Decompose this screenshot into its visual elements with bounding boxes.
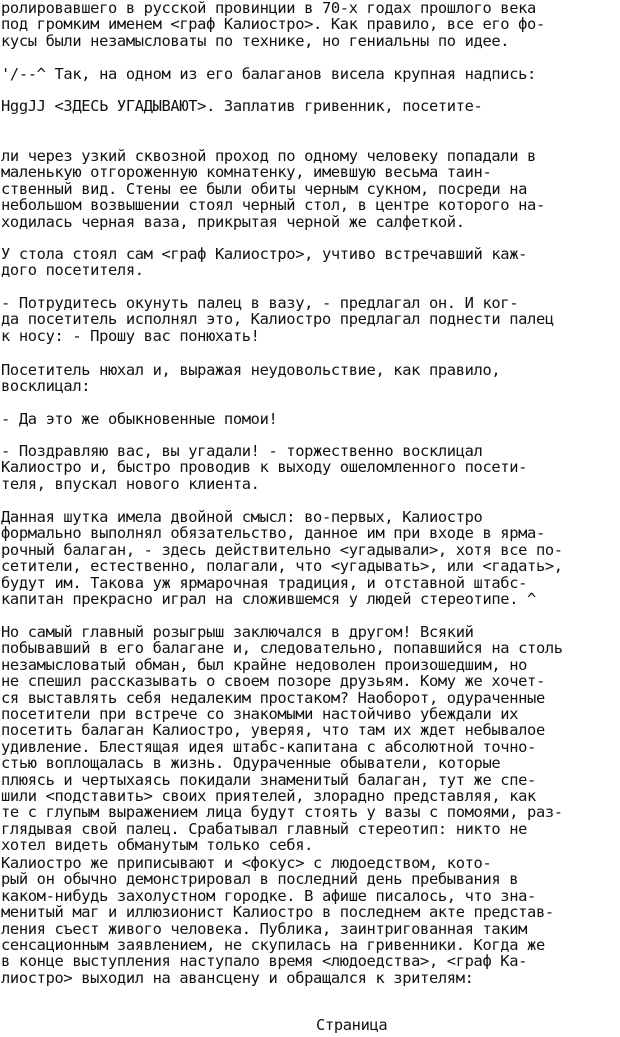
text-line: Данная шутка имела двойной смысл: во-первых, Калиостро	[1, 508, 483, 526]
text-line: менитый маг и иллюзионист Калиостро в последнем акте представ-	[1, 903, 554, 922]
text-line: У стола стоял сам <граф Калиостро>, учтиво встречавший каж-	[1, 245, 528, 263]
text-line: лиостро> выходил на авансцену и обращался к зрителям:	[1, 968, 474, 987]
text-line: посетить балаган Калиостро, уверяя, что там их ждет небывалое	[1, 721, 545, 740]
text-line: не спешил рассказывать о своем позоре друзьям. Кому же хочет-	[1, 672, 545, 691]
text-line: - Поздравляю вас, вы угадали! - торжественно восклицал	[1, 442, 483, 460]
text-line: рочный балаган, - здесь действительно <угадывали>, хотя все по-	[1, 540, 563, 559]
text-line: глядывая свой палец. Срабатывал главный стереотип: никто не	[1, 819, 528, 838]
text-line: Калиостро же приписывают и <фокус> с людоедством, кото-	[1, 854, 492, 872]
text-line: каком-нибудь захолустном городке. В афише писалось, что зна-	[1, 886, 536, 905]
text-line: ролировавшего в русской провинции в 70-х годах прошлого века	[1, 0, 536, 17]
paragraph	[1, 98, 482, 114]
paragraph	[1, 509, 563, 607]
text-line: ли через узкий сквозной проход по одному человеку попадали в	[1, 147, 536, 165]
text-line: ходилась черная ваза, прикрытая черной же салфеткой.	[1, 212, 465, 231]
text-line: рый он обычно демонстрировал в последний день пребывания в	[1, 870, 519, 889]
text-line: сетители, естественно, полагали, что <угадывать>, или <гадать>,	[1, 557, 563, 576]
paragraph	[1, 295, 554, 344]
text-line: восклицал:	[1, 377, 91, 396]
text-line: ственный вид. Стены ее были обиты черным сукном, посреди на	[1, 179, 528, 198]
paragraph	[1, 443, 527, 492]
paragraph	[1, 855, 554, 986]
text-line: маленькую отгороженную комнатенку, имевшую весьма таин-	[1, 163, 492, 182]
paragraph	[1, 411, 277, 427]
text-line: Калиостро и, быстро проводив к выходу ошеломленного посети-	[1, 458, 528, 477]
text-line: стью воплощалась в жизнь. Одураченные обыватели, которые	[1, 754, 501, 773]
text-line: - Потрудитесь окунуть палец в вазу, - предлагал он. И ког-	[1, 294, 519, 312]
text-line: хотел видеть обманутым только себя.	[1, 836, 314, 855]
text-line: посетители при встрече со знакомыми настойчиво убеждали их	[1, 705, 519, 724]
paragraph	[1, 66, 536, 82]
paragraph	[1, 148, 545, 230]
text-line: '/--^ Так, на одном из его балаганов висела крупная надпись:	[1, 65, 536, 83]
paragraph	[1, 624, 563, 854]
text-line: ления съест живого человека. Публика, заинтригованная таким	[1, 919, 528, 938]
text-line: теля, впускал нового клиента.	[1, 474, 260, 493]
text-line: Но самый главный розыгрыш заключался в другом! Всякий	[1, 623, 474, 641]
text-line: будут им. Такова уж ярмарочная традиция, и отставной штабс-	[1, 573, 528, 592]
text-line: Посетитель нюхал и, выражая неудовольствие, как правило,	[1, 361, 501, 379]
text-line: небольшом возвышении стоял черный стол, в центре которого на-	[1, 196, 545, 215]
text-line: дого посетителя.	[1, 261, 144, 280]
text-line: сенсационным заявлением, не скупилась на гривенники. Когда же	[1, 936, 545, 955]
paragraph	[1, 362, 500, 395]
text-line: капитан прекрасно играл на сложившемся у людей стереотипе. ^	[1, 590, 536, 609]
text-line: к носу: - Прошу вас понюхать!	[1, 326, 260, 345]
text-line: в конце выступления наступало время <людоедства>, <граф Ка-	[1, 952, 528, 971]
text-line: да посетитель исполнял это, Калиостро предлагал поднести палец	[1, 310, 554, 329]
text-line: те с глупым выражением лица будут стоять у вазы с помоями, раз-	[1, 803, 563, 822]
text-line: формально выполнял обязательство, данное им при входе в ярма-	[1, 524, 545, 543]
paragraph	[1, 0, 545, 49]
text-line: незамысловатый обман, был крайне недоволен произошедшим, но	[1, 655, 528, 674]
text-line: шили <подставить> своих приятелей, злорадно представляя, как	[1, 787, 536, 806]
text-line: - Да это же обыкновенные помои!	[1, 410, 278, 428]
text-line: удивление. Блестящая идея штабс-капитана с абсолютной точно-	[1, 737, 536, 756]
text-line: побывавший в его балагане и, следовательно, попавшийся на столь	[1, 639, 563, 658]
paragraph	[1, 246, 527, 279]
text-line: ся выставлять себя недалеким простаком? Наоборот, одураченные	[1, 688, 545, 707]
text-line: HggJJ <ЗДЕСЬ УГАДЫВАЮТ>. Заплатив гривенник, посетите-	[1, 97, 483, 115]
text-line: плюясь и чертыхаясь покидали знаменитый балаган, тут же спе-	[1, 770, 536, 789]
text-line: под громким именем <граф Калиостро>. Как правило, все его фо-	[1, 15, 545, 34]
page-footer-label: Страница	[316, 1016, 388, 1034]
text-line: кусы были незамысловаты по технике, но гениальны по идее.	[1, 31, 510, 50]
